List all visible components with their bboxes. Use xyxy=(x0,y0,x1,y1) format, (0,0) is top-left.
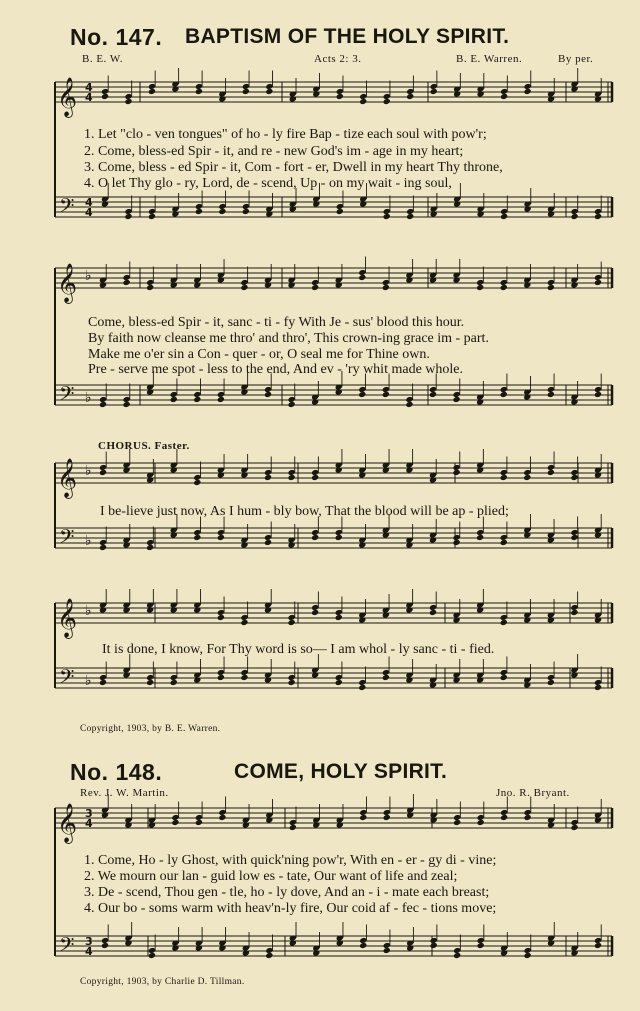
note-head xyxy=(218,95,226,102)
note-head xyxy=(312,949,320,956)
note-head xyxy=(217,396,225,403)
verse-2-line-1: 2. Come, bless-ed Spir - it, and re - new God's im - age in my heart; xyxy=(84,144,464,159)
note-head xyxy=(264,606,272,613)
note-head xyxy=(240,619,248,626)
note-head xyxy=(146,544,154,551)
note-head xyxy=(453,469,461,476)
note-head xyxy=(146,679,154,686)
note-head xyxy=(288,281,296,288)
note-head xyxy=(123,671,131,678)
note-head xyxy=(430,88,438,95)
note-head xyxy=(311,609,319,616)
time-signature-bottom: 4 xyxy=(85,91,93,104)
note-head xyxy=(311,284,319,291)
note-head xyxy=(453,676,461,683)
hymn-148-verse-3: 3. De - scend, Thou gen - tle, ho - ly dove, And an - i - mate each breast; xyxy=(84,885,490,900)
note-head xyxy=(195,208,203,215)
hymn-148-lyricist: Rev. J. W. Martin. xyxy=(80,787,169,799)
note-head xyxy=(99,401,107,408)
note-head xyxy=(218,944,226,951)
note-head xyxy=(382,284,390,291)
note-head xyxy=(240,388,248,395)
note-head xyxy=(476,466,484,473)
note-head xyxy=(570,949,578,956)
note-head xyxy=(500,814,508,821)
note-head xyxy=(288,474,296,481)
note-head xyxy=(570,213,578,220)
note-head xyxy=(382,531,390,538)
note-head xyxy=(359,942,367,949)
note-head xyxy=(358,391,366,398)
note-head xyxy=(312,200,320,207)
verse-1-line-2: Come, bless-ed Spir - it, sanc - ti - fy With Je - sus' blood this hour. xyxy=(88,315,465,330)
note-head xyxy=(240,284,248,291)
note-head xyxy=(146,476,154,483)
note-head xyxy=(101,93,109,100)
note-head xyxy=(429,536,437,543)
note-head xyxy=(242,821,250,828)
note-head xyxy=(547,210,555,217)
note-head xyxy=(146,388,154,395)
note-head xyxy=(335,388,343,395)
note-head xyxy=(358,684,366,691)
verse-1-line-1: 1. Let "clo - ven tongues" of ho - ly fire Bap - tize each soul with pow'r; xyxy=(84,127,487,142)
note-head xyxy=(359,98,367,105)
note-head xyxy=(195,944,203,951)
note-head xyxy=(335,281,343,288)
note-head xyxy=(193,534,201,541)
note-head xyxy=(383,98,391,105)
flat-sign-icon: ♭ xyxy=(85,673,92,689)
note-head xyxy=(240,541,248,548)
note-head xyxy=(453,616,461,623)
note-head xyxy=(524,88,532,95)
note-head xyxy=(99,469,107,476)
time-signature-top: 3 xyxy=(85,935,93,948)
note-head xyxy=(547,536,555,543)
hymn-148-number: No. 148. xyxy=(70,759,163,785)
note-head xyxy=(336,821,344,828)
note-head xyxy=(382,391,390,398)
note-head xyxy=(148,952,156,959)
note-head xyxy=(570,398,578,405)
verse-4-line-2: Pre - serve me spot - less to the end, And ev - 'ry whit made whole. xyxy=(88,362,463,377)
note-head xyxy=(383,213,391,220)
note-head xyxy=(500,284,508,291)
note-head xyxy=(500,213,508,220)
note-head xyxy=(523,681,531,688)
note-head xyxy=(311,474,319,481)
bass-clef-icon: 𝄢 xyxy=(59,665,75,693)
note-head xyxy=(358,616,366,623)
note-head xyxy=(429,609,437,616)
hymn-147-composer: B. E. Warren. xyxy=(456,53,523,65)
flat-sign-icon: ♭ xyxy=(85,533,92,549)
note-head xyxy=(429,681,437,688)
note-head xyxy=(171,944,179,951)
note-head xyxy=(594,391,602,398)
note-head xyxy=(406,93,414,100)
note-head xyxy=(265,210,273,217)
note-head xyxy=(429,476,437,483)
note-head xyxy=(101,811,109,818)
note-head xyxy=(594,213,602,220)
note-head xyxy=(476,284,484,291)
note-head xyxy=(570,534,578,541)
note-head xyxy=(170,531,178,538)
note-head xyxy=(594,531,602,538)
note-head xyxy=(405,466,413,473)
time-signature-bottom: 4 xyxy=(85,206,93,219)
note-head xyxy=(288,679,296,686)
note-head xyxy=(99,544,107,551)
note-head xyxy=(383,947,391,954)
note-head xyxy=(359,200,367,207)
note-head xyxy=(289,205,297,212)
note-head xyxy=(430,816,438,823)
note-head xyxy=(405,541,413,548)
bass-clef-icon: 𝄢 xyxy=(59,194,75,222)
note-head xyxy=(171,819,179,826)
hymn-148-composer: Jno. R. Bryant. xyxy=(496,787,570,799)
bass-clef-icon: 𝄢 xyxy=(59,933,75,961)
hymn-148-verse-4: 4. Our bo - soms warm with heav'n-ly fire, Our coid af - fec - tions move; xyxy=(84,901,497,916)
flat-sign-icon: ♭ xyxy=(85,463,92,479)
note-head xyxy=(311,534,319,541)
note-head xyxy=(148,88,156,95)
hymn-147-number: No. 147. xyxy=(70,24,163,50)
hymn-147-title: BAPTISM OF THE HOLY SPIRIT. xyxy=(185,25,510,48)
note-head xyxy=(170,396,178,403)
note-head xyxy=(195,88,203,95)
note-head xyxy=(288,401,296,408)
verse-3-line-1: 3. Come, bless - ed Spir - it, Com - fort - er, Dwell in my heart Thy throne, xyxy=(84,160,503,175)
note-head xyxy=(382,466,390,473)
note-head xyxy=(264,474,272,481)
note-head xyxy=(335,534,343,541)
note-head xyxy=(217,276,225,283)
flat-sign-icon: ♭ xyxy=(85,268,92,284)
note-head xyxy=(170,606,178,613)
note-head xyxy=(547,939,555,946)
treble-clef-icon: 𝄞 xyxy=(57,458,78,498)
note-head xyxy=(311,398,319,405)
note-head xyxy=(547,284,555,291)
note-head xyxy=(123,466,131,473)
hymn-148-title: COME, HOLY SPIRIT. xyxy=(234,760,448,783)
note-head xyxy=(547,679,555,686)
note-head xyxy=(523,393,531,400)
note-head xyxy=(218,814,226,821)
note-head xyxy=(523,616,531,623)
note-head xyxy=(170,281,178,288)
note-head xyxy=(405,676,413,683)
note-head xyxy=(429,276,437,283)
note-head xyxy=(335,466,343,473)
note-head xyxy=(524,205,532,212)
chorus-line-1: I be-lieve just now, As I hum - bly bow, That the blood will be ap - plied; xyxy=(100,504,509,519)
note-head xyxy=(124,939,132,946)
note-head xyxy=(476,676,484,683)
note-head xyxy=(123,279,131,286)
note-head xyxy=(242,88,250,95)
note-head xyxy=(570,671,578,678)
note-head xyxy=(193,479,201,486)
note-head xyxy=(217,534,225,541)
note-head xyxy=(594,95,602,102)
note-head xyxy=(500,674,508,681)
hymn-147-permission: By per. xyxy=(558,53,594,65)
note-head xyxy=(406,944,414,951)
note-head xyxy=(406,811,414,818)
note-head xyxy=(170,679,178,686)
note-head xyxy=(99,679,107,686)
note-head xyxy=(500,949,508,956)
note-head xyxy=(171,210,179,217)
note-head xyxy=(336,939,344,946)
note-head xyxy=(477,210,485,217)
note-head xyxy=(594,816,602,823)
flat-sign-icon: ♭ xyxy=(85,390,92,406)
note-head xyxy=(453,539,461,546)
note-head xyxy=(101,200,109,207)
note-head xyxy=(288,541,296,548)
hymn-147-lyricist: B. E. W. xyxy=(82,53,123,65)
note-head xyxy=(453,90,461,97)
note-head xyxy=(500,619,508,626)
note-head xyxy=(453,952,461,959)
note-head xyxy=(594,616,602,623)
note-head xyxy=(547,95,555,102)
note-head xyxy=(124,98,132,105)
note-head xyxy=(453,819,461,826)
note-head xyxy=(453,396,461,403)
note-head xyxy=(429,391,437,398)
verse-4-line-1: 4. O let Thy glo - ry, Lord, de - scend, Up - on my wait - ing soul, xyxy=(84,176,452,191)
note-head xyxy=(265,88,273,95)
note-head xyxy=(240,674,248,681)
verse-2-line-2: By faith now cleanse me thro' and thro', This crown-ing grace im - part. xyxy=(88,331,489,346)
note-head xyxy=(265,816,273,823)
note-head xyxy=(99,281,107,288)
note-head xyxy=(242,208,250,215)
note-head xyxy=(289,939,297,946)
note-head xyxy=(523,531,531,538)
note-head xyxy=(336,208,344,215)
treble-clef-icon: 𝄞 xyxy=(57,803,78,843)
note-head xyxy=(523,281,531,288)
note-head xyxy=(523,474,531,481)
note-head xyxy=(218,208,226,215)
note-head xyxy=(335,614,343,621)
note-head xyxy=(193,606,201,613)
note-head xyxy=(217,471,225,478)
note-head xyxy=(500,391,508,398)
hymn-147-scripture: Acts 2: 3. xyxy=(314,53,362,65)
note-head xyxy=(477,819,485,826)
note-head xyxy=(594,471,602,478)
note-head xyxy=(594,942,602,949)
note-head xyxy=(570,281,578,288)
note-head xyxy=(146,606,154,613)
treble-clef-icon: 𝄞 xyxy=(57,263,78,303)
note-head xyxy=(312,90,320,97)
note-head xyxy=(547,616,555,623)
note-head xyxy=(500,539,508,546)
note-head xyxy=(217,674,225,681)
note-head xyxy=(148,213,156,220)
note-head xyxy=(477,90,485,97)
hymn-148-verse-2: 2. We mourn our lan - guid low es - tate, Our want of life and zeal; xyxy=(84,869,458,884)
note-head xyxy=(476,606,484,613)
note-head xyxy=(406,213,414,220)
treble-clef-icon: 𝄞 xyxy=(57,598,78,638)
note-head xyxy=(265,952,273,959)
note-head xyxy=(594,279,602,286)
note-head xyxy=(405,606,413,613)
note-head xyxy=(312,821,320,828)
flat-sign-icon: ♭ xyxy=(85,603,92,619)
note-head xyxy=(524,814,532,821)
note-head xyxy=(311,671,319,678)
note-head xyxy=(146,284,154,291)
note-head xyxy=(124,213,132,220)
note-head xyxy=(240,471,248,478)
time-signature-bottom: 4 xyxy=(85,945,93,958)
note-head xyxy=(99,606,107,613)
note-head xyxy=(547,469,555,476)
note-head xyxy=(382,611,390,618)
note-head xyxy=(500,93,508,100)
note-head xyxy=(383,814,391,821)
note-head xyxy=(358,274,366,281)
note-head xyxy=(264,281,272,288)
note-head xyxy=(148,821,156,828)
bass-clef-icon: 𝄢 xyxy=(59,525,75,553)
note-head xyxy=(123,541,131,548)
note-head xyxy=(430,942,438,949)
note-head xyxy=(547,391,555,398)
note-head xyxy=(193,676,201,683)
note-head xyxy=(123,401,131,408)
note-head xyxy=(570,85,578,92)
note-head xyxy=(289,95,297,102)
note-head xyxy=(123,606,131,613)
note-head xyxy=(594,684,602,691)
note-head xyxy=(289,824,297,831)
note-head xyxy=(476,534,484,541)
note-head xyxy=(170,466,178,473)
note-head xyxy=(195,819,203,826)
time-signature-bottom: 4 xyxy=(85,817,93,830)
note-head xyxy=(336,93,344,100)
note-head xyxy=(359,814,367,821)
note-head xyxy=(193,281,201,288)
note-head xyxy=(430,210,438,217)
note-head xyxy=(570,609,578,616)
time-signature-top: 4 xyxy=(85,196,93,209)
note-head xyxy=(477,942,485,949)
note-head xyxy=(453,200,461,207)
treble-clef-icon: 𝄞 xyxy=(57,77,78,117)
note-head xyxy=(101,942,109,949)
chorus-line-2: It is done, I know, For Thy word is so— I am whol - ly sanc - ti - fied. xyxy=(102,642,495,657)
note-head xyxy=(524,952,532,959)
note-head xyxy=(382,674,390,681)
note-head xyxy=(358,541,366,548)
note-head xyxy=(405,276,413,283)
note-head xyxy=(264,391,272,398)
note-head xyxy=(217,614,225,621)
note-head xyxy=(570,474,578,481)
note-head xyxy=(193,396,201,403)
note-head xyxy=(264,676,272,683)
note-head xyxy=(570,824,578,831)
note-head xyxy=(500,474,508,481)
note-head xyxy=(405,401,413,408)
hymn-148-verse-1: 1. Come, Ho - ly Ghost, with quick'ning pow'r, With en - er - gy di - vine; xyxy=(84,853,497,868)
note-head xyxy=(264,539,272,546)
note-head xyxy=(242,949,250,956)
bass-clef-icon: 𝄢 xyxy=(59,382,75,410)
time-signature-top: 3 xyxy=(85,807,93,820)
note-head xyxy=(124,821,132,828)
chorus-label: CHORUS. Faster. xyxy=(98,440,190,452)
note-head xyxy=(171,85,179,92)
verse-3-line-2: Make me o'er sin a Con - quer - or, O seal me for Thine own. xyxy=(88,347,430,362)
hymn-148-copyright: Copyright, 1903, by Charlie D. Tillman. xyxy=(80,977,245,987)
note-head xyxy=(358,471,366,478)
note-head xyxy=(476,398,484,405)
note-head xyxy=(453,276,461,283)
time-signature-top: 4 xyxy=(85,81,93,94)
note-head xyxy=(288,619,296,626)
note-head xyxy=(547,821,555,828)
hymn-147-copyright: Copyright, 1903, by B. E. Warren. xyxy=(80,724,221,734)
note-head xyxy=(335,679,343,686)
